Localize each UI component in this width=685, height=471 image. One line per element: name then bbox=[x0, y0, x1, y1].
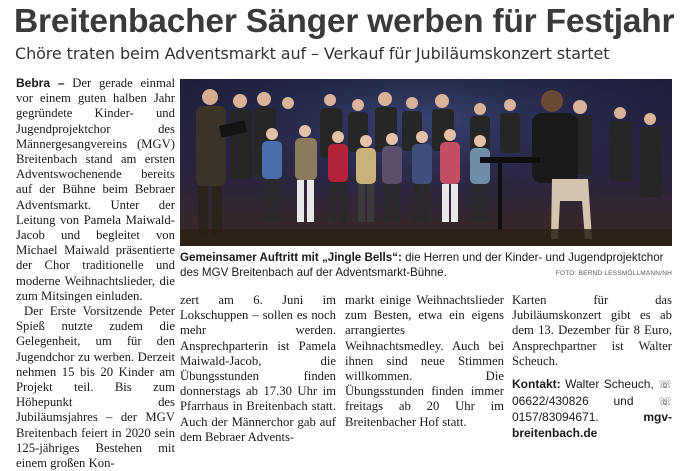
article-paragraph-2: Der Erste Vorsitzende Peter Spieß nutzte zudem die Gelegenheit, um für den Jugendchor zu werben. Derzeit nehmen 15 bis 20 Kinder am Projekt teil. Bis zum Höhepunkt des Jubiläumsjahres – der MGV Breitenbach feiert in 2020 sein 125-jähriges Bestehen mit einem großen Kon- bbox=[16, 304, 175, 471]
contact-name: Walter Scheuch, bbox=[560, 377, 654, 392]
column-2-text: zert am 6. Juni im Lokschuppen – sollen es noch mehr werden. Ansprechparterin ist Pamela Maiwald-Jacob, die Übungsstunden finden donnerstags ab 17.30 Uhr im Pfarrhaus in Breitenbach statt. Auch der Männerchor gab auf dem Bebraer Advents- bbox=[180, 293, 336, 444]
phone-icon: ☏ bbox=[658, 379, 672, 392]
caption-text: die Herren und der Kinder- und Jugendprojektchor des MGV Breitenbach auf der Adventsmarkt-Bühne. bbox=[180, 251, 664, 279]
contact-phone-1[interactable]: 06622/430826 bbox=[512, 393, 589, 408]
article-column-2 bbox=[180, 293, 336, 445]
article-column-4 bbox=[512, 293, 672, 441]
dateline: Bebra – bbox=[16, 76, 65, 90]
paragraph-1-text: Der gerade einmal vor einem guten halben Jahr gegründete Kinder- und Jugendprojektchor des Männergesangvereins (MGV) Breitenbach stand am ersten Adventswochenende bereits auf der Bühne beim Bebraer Adventsmarkt. Unter der Leitung von Pamela Maiwald-Jacob und begleitet von Michael Maiwald präsentierte der Chor traditionelle und moderne Weihnachtslieder, die zum Mitsingen einluden. bbox=[16, 76, 175, 303]
mobile-phone-icon: ☏ bbox=[658, 395, 672, 408]
column-3-text: markt einige Weihnachtslieder zum Besten, etwa ein eigens arrangiertes Weihnachtsmedley. Auch bei ihnen sind neue Stimmen willkommen. Die Übungsstunden finden immer freitags ab 20 Uhr im Breitenbacher Hof statt. bbox=[345, 293, 504, 429]
subheadline: Chöre traten beim Adventsmarkt auf – Verkauf für Jubiläumskonzert startet bbox=[15, 44, 610, 63]
contact-phone-2[interactable]: 0157/83094671. bbox=[512, 410, 599, 425]
choir-photo bbox=[180, 79, 672, 246]
article-column-1 bbox=[16, 76, 175, 471]
contact-box bbox=[512, 377, 672, 441]
article-column-3 bbox=[345, 293, 504, 430]
contact-and: und bbox=[588, 393, 659, 408]
choir-photo-image bbox=[180, 79, 672, 246]
headline: Breitenbacher Sänger werben für Festjahr bbox=[14, 3, 675, 40]
contact-website-link[interactable]: mgv-breitenbach.de bbox=[512, 410, 672, 440]
article-paragraph-1 bbox=[16, 76, 175, 304]
column-4-text: Karten für das Jubiläumskonzert gibt es ab dem 13. Dezember für 8 Euro, Ansprechpartner ist Walter Scheuch. bbox=[512, 293, 672, 368]
photo-credit: FOTO: BERND LESSMÖLLMANN/NH bbox=[555, 270, 672, 277]
contact-label: Kontakt: bbox=[512, 377, 561, 392]
caption-bold: Gemeinsamer Auftritt mit „Jingle Bells“: bbox=[180, 251, 402, 264]
